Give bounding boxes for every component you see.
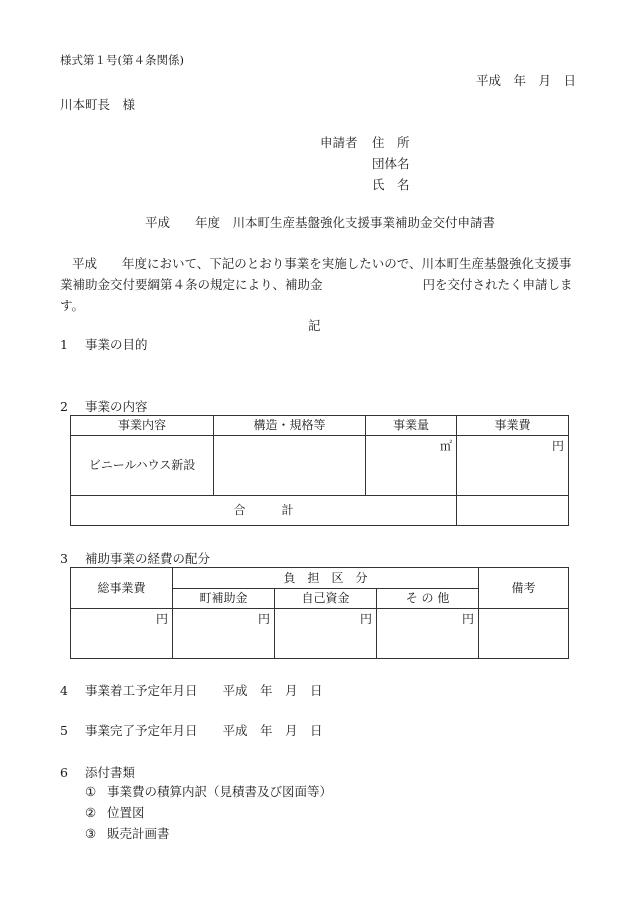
- section-content: 2 事業の内容: [60, 399, 148, 414]
- form-number: 様式第１号(第４条関係): [60, 53, 184, 67]
- section-attachments: 6 添付書類: [60, 765, 136, 780]
- cell-cost[interactable]: [457, 436, 569, 496]
- header-burden: 負 担 区 分: [173, 568, 479, 589]
- body-line-2: 業補助金交付要綱第４条の規定により、補助金 円を交付されたく申請します。: [60, 277, 573, 313]
- cell-content: ビニールハウス新設: [71, 436, 214, 496]
- applicant-label: 申請者: [320, 135, 358, 150]
- cell-quantity[interactable]: [366, 436, 457, 496]
- cell-structure[interactable]: [214, 436, 366, 496]
- header-total-cost: 総事業費: [71, 568, 173, 609]
- attachment-item: ② 位置図: [85, 805, 145, 820]
- header-content: 事業内容: [71, 416, 214, 436]
- unit-area: ㎡: [439, 439, 452, 453]
- header-own-funds: 自己資金: [275, 589, 377, 609]
- allocation-table: [70, 567, 569, 659]
- cell-town-subsidy[interactable]: 円: [173, 609, 275, 659]
- cell-total-cost[interactable]: 円: [71, 609, 173, 659]
- section-end-date: 5 事業完了予定年月日 平成 年 月 日: [60, 723, 323, 738]
- header-town-subsidy: 町補助金: [173, 589, 275, 609]
- addressee: 川本町長 様: [60, 97, 136, 112]
- attachment-item: ① 事業費の積算内訳（見積書及び図面等）: [85, 784, 333, 799]
- section-allocation: 3 補助事業の経費の配分: [60, 551, 211, 566]
- ki-mark: 記: [308, 318, 321, 333]
- organization-label: 団体名: [372, 156, 410, 171]
- header-cost: 事業費: [457, 416, 569, 436]
- content-table: [70, 415, 569, 526]
- header-remarks: 備考: [479, 568, 569, 609]
- document-title: 平成 年度 川本町生産基盤強化支援事業補助金交付申請書: [145, 215, 496, 230]
- name-label: 氏 名: [372, 177, 410, 192]
- body-line-1: 平成 年度において、下記のとおり事業を実施したいので、川本町生産基盤強化支援事: [72, 256, 572, 271]
- unit-yen: 円: [551, 439, 564, 453]
- header-other: そ の 他: [377, 589, 479, 609]
- cell-other[interactable]: 円: [377, 609, 479, 659]
- header-quantity: 事業量: [366, 416, 457, 436]
- total-value[interactable]: [457, 496, 569, 526]
- section-purpose: 1 事業の目的: [60, 337, 148, 352]
- attachment-item: ③ 販売計画書: [85, 826, 170, 841]
- application-date: 平成 年 月 日: [476, 73, 577, 88]
- section-start-date: 4 事業着工予定年月日 平成 年 月 日: [60, 683, 323, 698]
- header-structure: 構造・規格等: [214, 416, 366, 436]
- cell-remarks[interactable]: [479, 609, 569, 659]
- applicant-block: [320, 135, 410, 198]
- address-label: 住 所: [372, 135, 410, 150]
- application-body: [60, 253, 576, 316]
- total-label: 合 計: [71, 496, 457, 526]
- cell-own-funds[interactable]: 円: [275, 609, 377, 659]
